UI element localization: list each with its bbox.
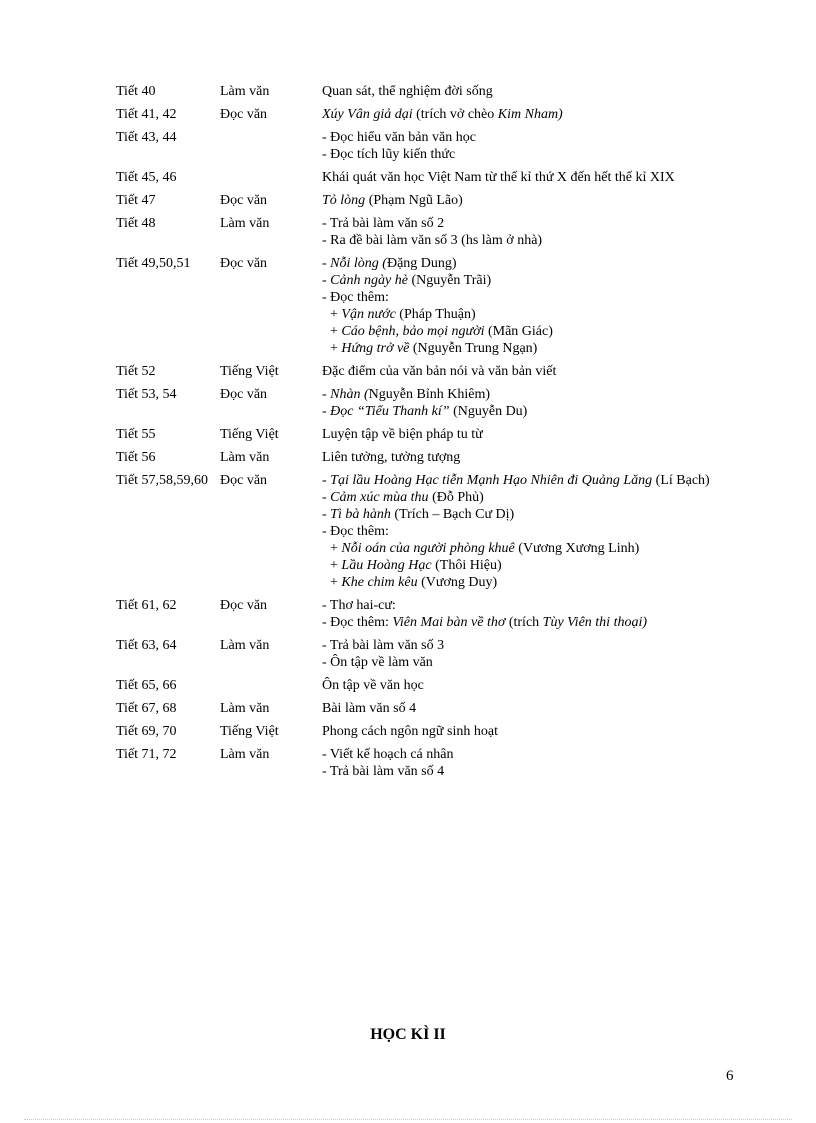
lesson-type: Đọc văn [220,387,268,402]
italic-title: Tỏ lòng [322,193,366,208]
content-text: Đặc điểm của văn bản nói và văn bản viết [322,364,557,379]
table-row [111,672,723,695]
table-row [111,444,723,467]
content-text: - Ra đề bài làm văn số 3 (hs làm ở nhà) [322,233,543,248]
lesson-content [317,695,723,718]
content-text: - Trả bài làm văn số 3 [322,638,445,653]
lesson-type: Làm văn [220,638,270,653]
content-text: (Lí Bạch) [652,473,710,488]
lesson-period: Tiết 71, 72 [116,747,177,762]
content-line [322,677,718,694]
lesson-type: Làm văn [220,450,270,465]
content-line [322,557,718,574]
page-number: 6 [726,1068,734,1084]
lesson-content [317,124,723,164]
content-text: (Nguyễn Trãi) [407,273,492,288]
lesson-type: Đọc văn [220,107,268,122]
italic-title: Hứng trở về [341,341,410,356]
content-line [322,597,718,614]
content-text: (trích vở chèo [412,107,498,122]
content-text: - [322,273,331,288]
curriculum-table [111,78,723,781]
content-text: - Đọc thêm: [322,290,389,305]
content-text: - Đọc thêm: [322,524,389,539]
content-line [322,700,718,717]
lesson-period: Tiết 67, 68 [116,701,177,716]
table-row [111,358,723,381]
content-line [322,654,718,671]
table-row [111,741,723,781]
lesson-type: Làm văn [220,216,270,231]
content-text: Đặng Dung) [386,256,457,271]
lesson-type: Tiếng Việt [220,427,279,442]
content-text: - Đọc hiểu văn bản văn học [322,130,476,145]
lesson-type: Đọc văn [220,598,268,613]
content-line [322,472,718,489]
content-line [322,723,718,740]
content-line [322,614,718,631]
lesson-period: Tiết 65, 66 [116,678,177,693]
lesson-type: Tiếng Việt [220,724,279,739]
content-text: + [330,541,342,556]
content-text: (Đỗ Phủ) [428,490,484,505]
lesson-content [317,210,723,250]
italic-title: Kim Nham) [497,107,563,122]
lesson-type [215,124,317,164]
content-text: - [322,387,331,402]
lesson-content [317,467,723,592]
italic-title: Cảm xúc mùa thu [330,490,429,505]
content-text: - [322,507,331,522]
lesson-period: Tiết 63, 64 [116,638,177,653]
content-text: + [330,324,342,339]
content-text: - Thơ hai-cư: [322,598,396,613]
content-text: (trích [505,615,543,630]
content-line [322,255,718,272]
content-text: (Nguyễn Trung Ngạn) [409,341,538,356]
content-text: Phong cách ngôn ngữ sinh hoạt [322,724,498,739]
lesson-period: Tiết 48 [116,216,156,231]
lesson-content [317,250,723,358]
table-row [111,78,723,101]
content-line [322,574,718,591]
lesson-type: Đọc văn [220,473,268,488]
table-row [111,695,723,718]
italic-title: Đọc “Tiểu Thanh kí” [330,404,450,419]
lesson-type: Làm văn [220,84,270,99]
content-text: Bài làm văn số 4 [322,701,417,716]
content-text: (Mãn Giác) [484,324,553,339]
lesson-type: Đọc văn [220,193,268,208]
table-row [111,210,723,250]
content-text: - [322,404,331,419]
lesson-period: Tiết 55 [116,427,156,442]
lesson-content [317,741,723,781]
content-line [322,129,718,146]
content-text: - [322,490,331,505]
lesson-content [317,718,723,741]
content-line [322,306,718,323]
content-text: Ôn tập về văn học [322,678,424,693]
lesson-period: Tiết 53, 54 [116,387,177,402]
table-row [111,101,723,124]
italic-title: Tùy Viên thi thoại) [542,615,648,630]
content-line [322,523,718,540]
italic-title: Cảnh ngày hè [330,273,408,288]
italic-title: Nhàn ( [330,387,369,402]
content-text: - Trả bài làm văn số 4 [322,764,445,779]
italic-title: Tại lầu Hoàng Hạc tiễn Mạnh Hạo Nhiên đi Quảng Lăng [330,473,653,488]
content-line [322,232,718,249]
content-line [322,449,718,466]
content-text: (Pháp Thuận) [395,307,476,322]
table-row [111,718,723,741]
content-line [322,506,718,523]
content-text: (Thôi Hiệu) [431,558,502,573]
lesson-period: Tiết 49,50,51 [116,256,191,271]
content-text: (Vương Duy) [417,575,498,590]
table-row [111,592,723,632]
content-line [322,540,718,557]
content-line [322,106,718,123]
content-text: - Viết kế hoạch cá nhân [322,747,454,762]
curriculum-table-body [111,78,723,781]
italic-title: Cáo bệnh, bảo mọi người [341,324,485,339]
content-line [322,146,718,163]
content-line [322,192,718,209]
content-text: Khái quát văn học Việt Nam từ thế kỉ thứ X đến hết thế kỉ XIX [322,170,675,185]
lesson-content [317,592,723,632]
content-line [322,272,718,289]
content-line [322,489,718,506]
content-text: Quan sát, thể nghiệm đời sống [322,84,493,99]
lesson-content [317,101,723,124]
semester-heading: HỌC KÌ II [370,1026,446,1043]
content-text: Luyện tập về biện pháp tu từ [322,427,483,442]
italic-title: Vận nước [341,307,396,322]
italic-title: Lầu Hoàng Hạc [341,558,432,573]
lesson-period: Tiết 69, 70 [116,724,177,739]
italic-title: Xúy Vân giả dại [322,107,413,122]
lesson-type: Làm văn [220,747,270,762]
content-text: Nguyễn Bỉnh Khiêm) [368,387,490,402]
content-text: + [330,307,342,322]
content-line [322,169,718,186]
content-line [322,746,718,763]
content-text: + [330,341,342,356]
lesson-period: Tiết 41, 42 [116,107,177,122]
content-line [322,363,718,380]
content-text: + [330,558,342,573]
lesson-type [215,672,317,695]
table-row [111,467,723,592]
content-line [322,637,718,654]
content-line [322,215,718,232]
table-row [111,381,723,421]
content-text: (Vương Xương Linh) [514,541,640,556]
content-line [322,386,718,403]
table-row [111,421,723,444]
lesson-period: Tiết 45, 46 [116,170,177,185]
italic-title: Tì bà hành [330,507,391,522]
content-text: - Đọc thêm: [322,615,393,630]
lesson-content [317,187,723,210]
content-text: - Trả bài làm văn số 2 [322,216,445,231]
content-line [322,426,718,443]
content-text: - [322,256,331,271]
content-text: - [322,473,331,488]
content-text: (Trích – Bạch Cư Dị) [390,507,515,522]
lesson-content [317,632,723,672]
content-text: - Ôn tập về làm văn [322,655,433,670]
lesson-period: Tiết 56 [116,450,156,465]
lesson-period: Tiết 43, 44 [116,130,177,145]
table-row [111,250,723,358]
content-line [322,83,718,100]
table-row [111,164,723,187]
lesson-period: Tiết 40 [116,84,156,99]
content-line [322,340,718,357]
lesson-content [317,358,723,381]
lesson-content [317,381,723,421]
content-line [322,323,718,340]
lesson-type: Tiếng Việt [220,364,279,379]
lesson-content [317,421,723,444]
page-bottom-rule [24,1119,792,1120]
lesson-period: Tiết 52 [116,364,156,379]
content-text: (Nguyễn Du) [449,404,528,419]
content-text: - Đọc tích lũy kiến thức [322,147,456,162]
lesson-period: Tiết 47 [116,193,156,208]
lesson-period: Tiết 57,58,59,60 [116,473,209,488]
italic-title: Nỗi lòng ( [330,256,387,271]
content-line [322,763,718,780]
table-row [111,124,723,164]
lesson-content [317,78,723,101]
lesson-type: Làm văn [220,701,270,716]
italic-title: Nỗi oán của người phòng khuê [341,541,515,556]
lesson-content [317,164,723,187]
lesson-content [317,672,723,695]
content-text: (Phạm Ngũ Lão) [365,193,463,208]
italic-title: Viên Mai bàn về thơ [392,615,506,630]
lesson-content [317,444,723,467]
content-line [322,289,718,306]
content-text: + [330,575,342,590]
content-text: Liên tưởng, tưởng tượng [322,450,461,465]
content-line [322,403,718,420]
table-row [111,632,723,672]
lesson-type: Đọc văn [220,256,268,271]
table-row [111,187,723,210]
lesson-period: Tiết 61, 62 [116,598,177,613]
italic-title: Khe chim kêu [341,575,418,590]
lesson-type [215,164,317,187]
